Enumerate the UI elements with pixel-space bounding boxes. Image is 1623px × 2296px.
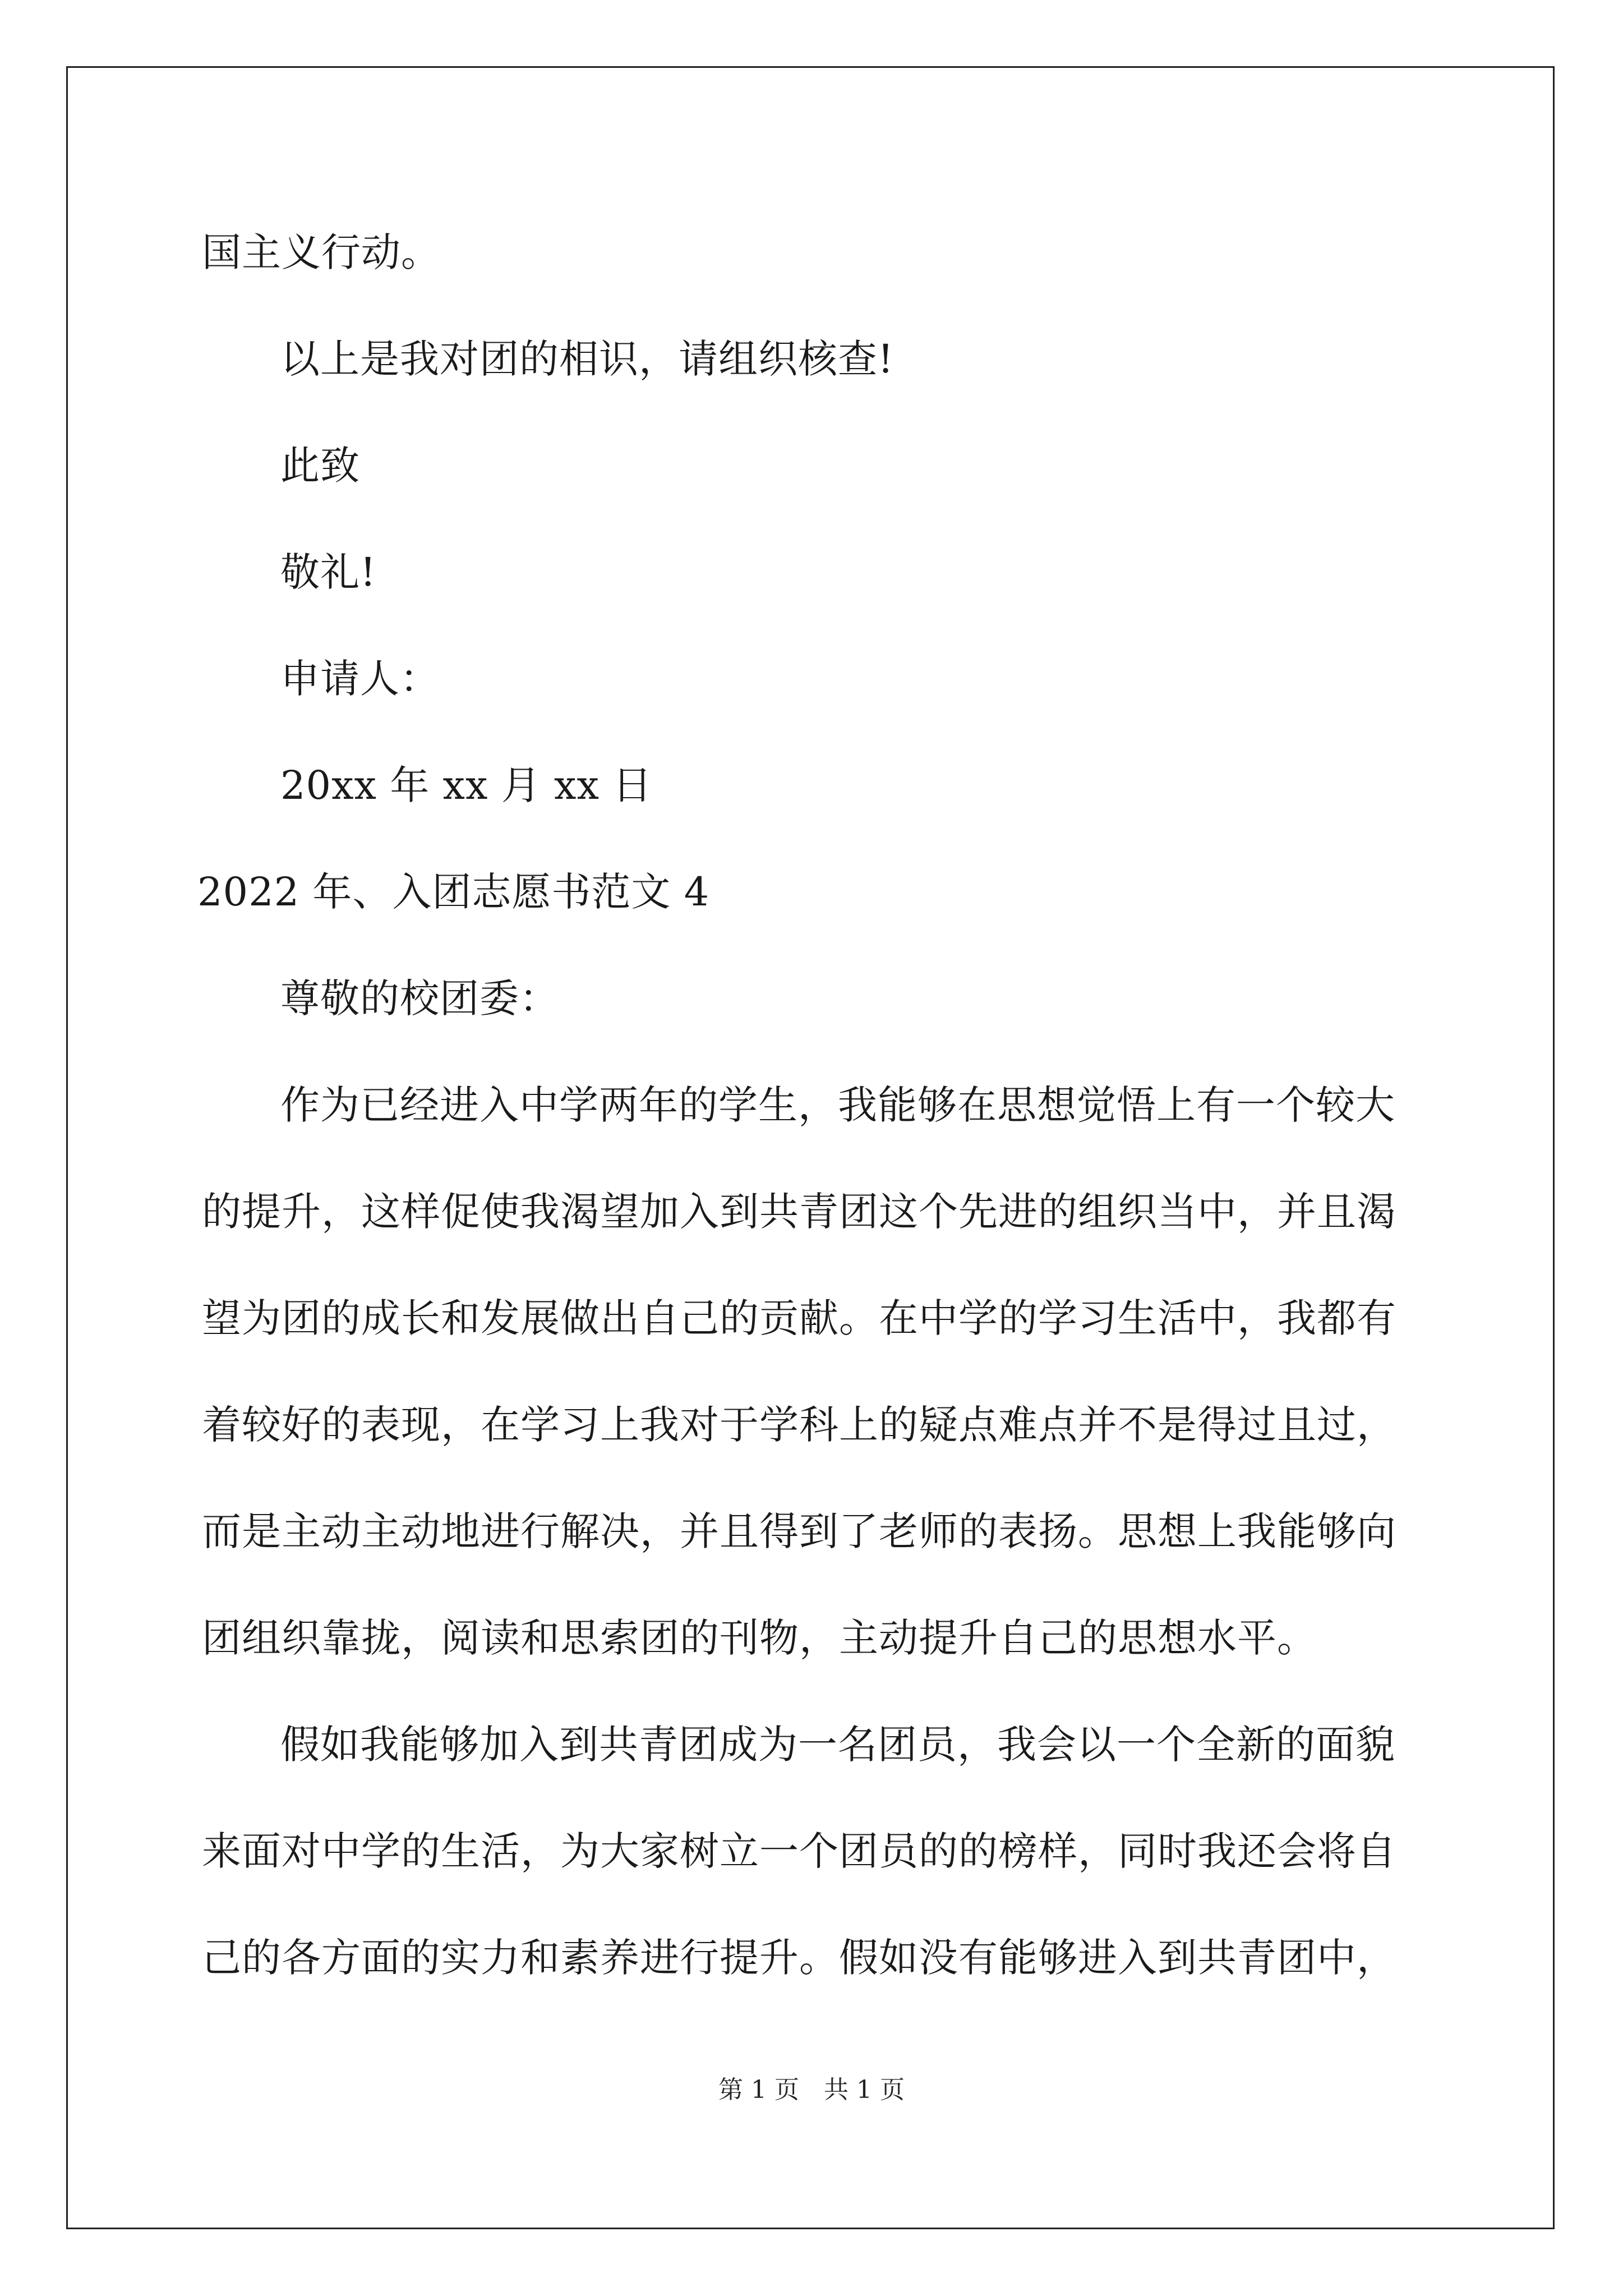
body-line: 的提升，这样促使我渴望加入到共青团这个先进的组织当中，并且渴 (202, 1189, 1396, 1235)
section-heading: 2022 年、入团志愿书范文 4 (197, 869, 710, 915)
body-line: 来面对中学的生活，为大家树立一个团员的的榜样，同时我还会将自 (202, 1828, 1396, 1874)
body-line: 团组织靠拢，阅读和思索团的刊物，主动提升自己的思想水平。 (202, 1615, 1317, 1661)
page-border (66, 66, 1555, 2229)
body-line: 己的各方面的实力和素养进行提升。假如没有能够进入到共青团中， (202, 1935, 1396, 1981)
salutation-line: 敬礼! (280, 549, 377, 595)
body-line: 望为团的成长和发展做出自己的贡献。在中学的学习生活中，我都有 (202, 1295, 1396, 1341)
body-line: 作为已经进入中学两年的学生，我能够在思想觉悟上有一个较大 (280, 1082, 1395, 1128)
closing-line: 以上是我对团的相识，请组织核查! (280, 336, 895, 382)
greeting-line: 尊敬的校团委： (280, 976, 559, 1022)
body-line: 国主义行动。 (202, 229, 441, 275)
salutation-line: 此致 (280, 443, 360, 489)
page-number-footer: 第 1 页 共 1 页 (718, 2076, 905, 2104)
body-line: 假如我能够加入到共青团成为一名团员，我会以一个全新的面貌 (280, 1722, 1395, 1768)
date-line: 20xx 年 xx 月 xx 日 (280, 762, 653, 808)
body-line: 而是主动主动地进行解决，并且得到了老师的表扬。思想上我能够向 (202, 1508, 1396, 1554)
signature-label: 申请人： (280, 656, 440, 702)
body-line: 着较好的表现，在学习上我对于学科上的疑点难点并不是得过且过， (202, 1402, 1396, 1448)
